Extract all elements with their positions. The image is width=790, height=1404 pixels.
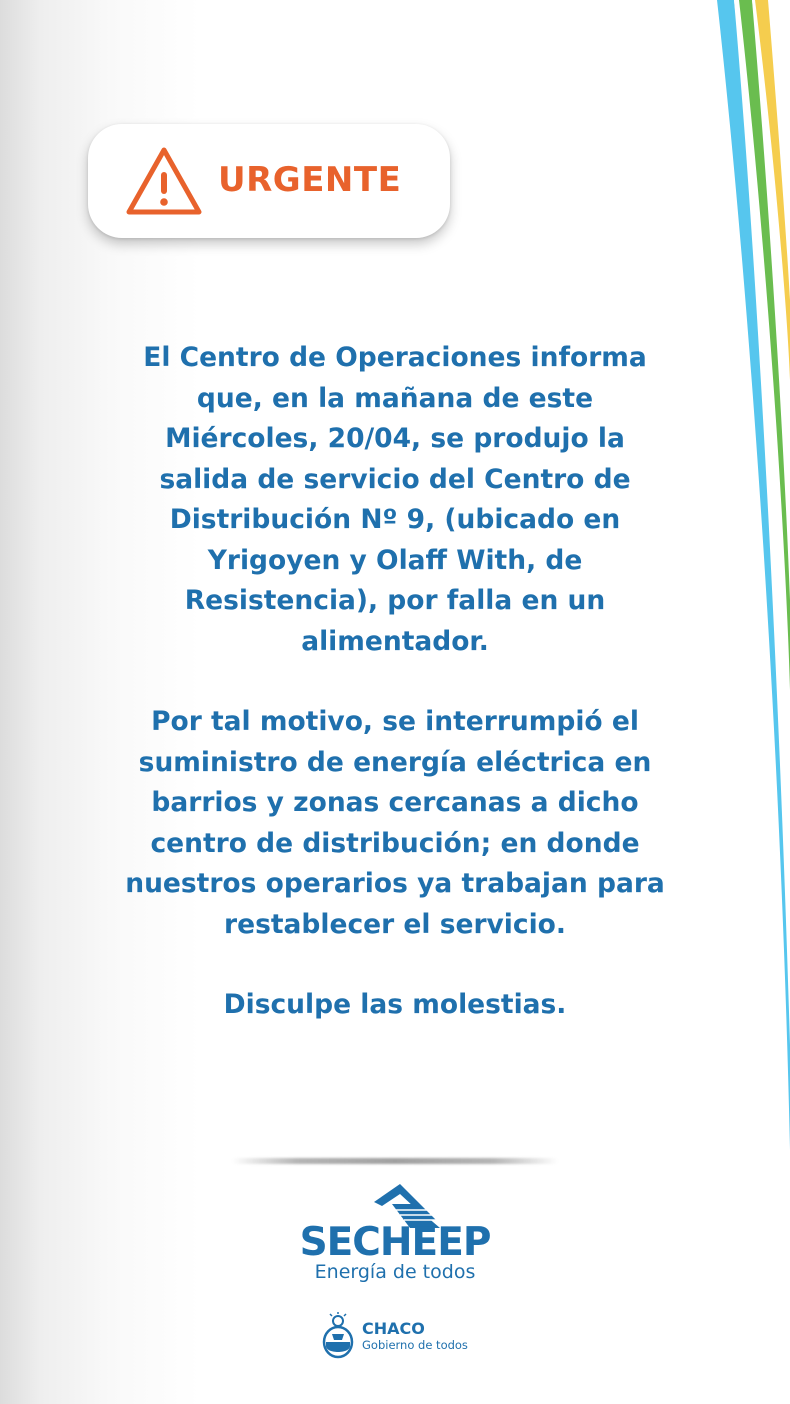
chaco-name: CHACO xyxy=(362,1319,425,1338)
urgent-badge xyxy=(88,124,450,238)
announcement-closing: Disculpe las molestias. xyxy=(223,989,567,1020)
announcement-text xyxy=(120,338,670,1026)
urgent-label: URGENTE xyxy=(218,160,402,200)
chaco-tagline: Gobierno de todos xyxy=(362,1338,468,1352)
chaco-emblem-icon xyxy=(320,1312,356,1360)
secheep-tagline: Energía de todos xyxy=(314,1261,476,1283)
footer-divider xyxy=(232,1158,558,1164)
secheep-brand-name: SECHEEP xyxy=(299,1220,491,1265)
announcement-paragraph-2: Por tal motivo, se interrumpió el suministro de energía eléctrica en barrios y zonas cercanas a dicho centro de distribución; en donde nuestros operarios ya trabajan para restablecer el servicio. xyxy=(125,706,665,940)
warning-icon xyxy=(124,144,204,218)
announcement-paragraph-1: El Centro de Operaciones informa que, en la mañana de este Miércoles, 20/04, se produjo la salida de servicio del Centro de Distribución Nº 9, (ubicado en Yrigoyen y Olaff With, de Resistencia), por falla en un alimentador. xyxy=(143,342,647,657)
